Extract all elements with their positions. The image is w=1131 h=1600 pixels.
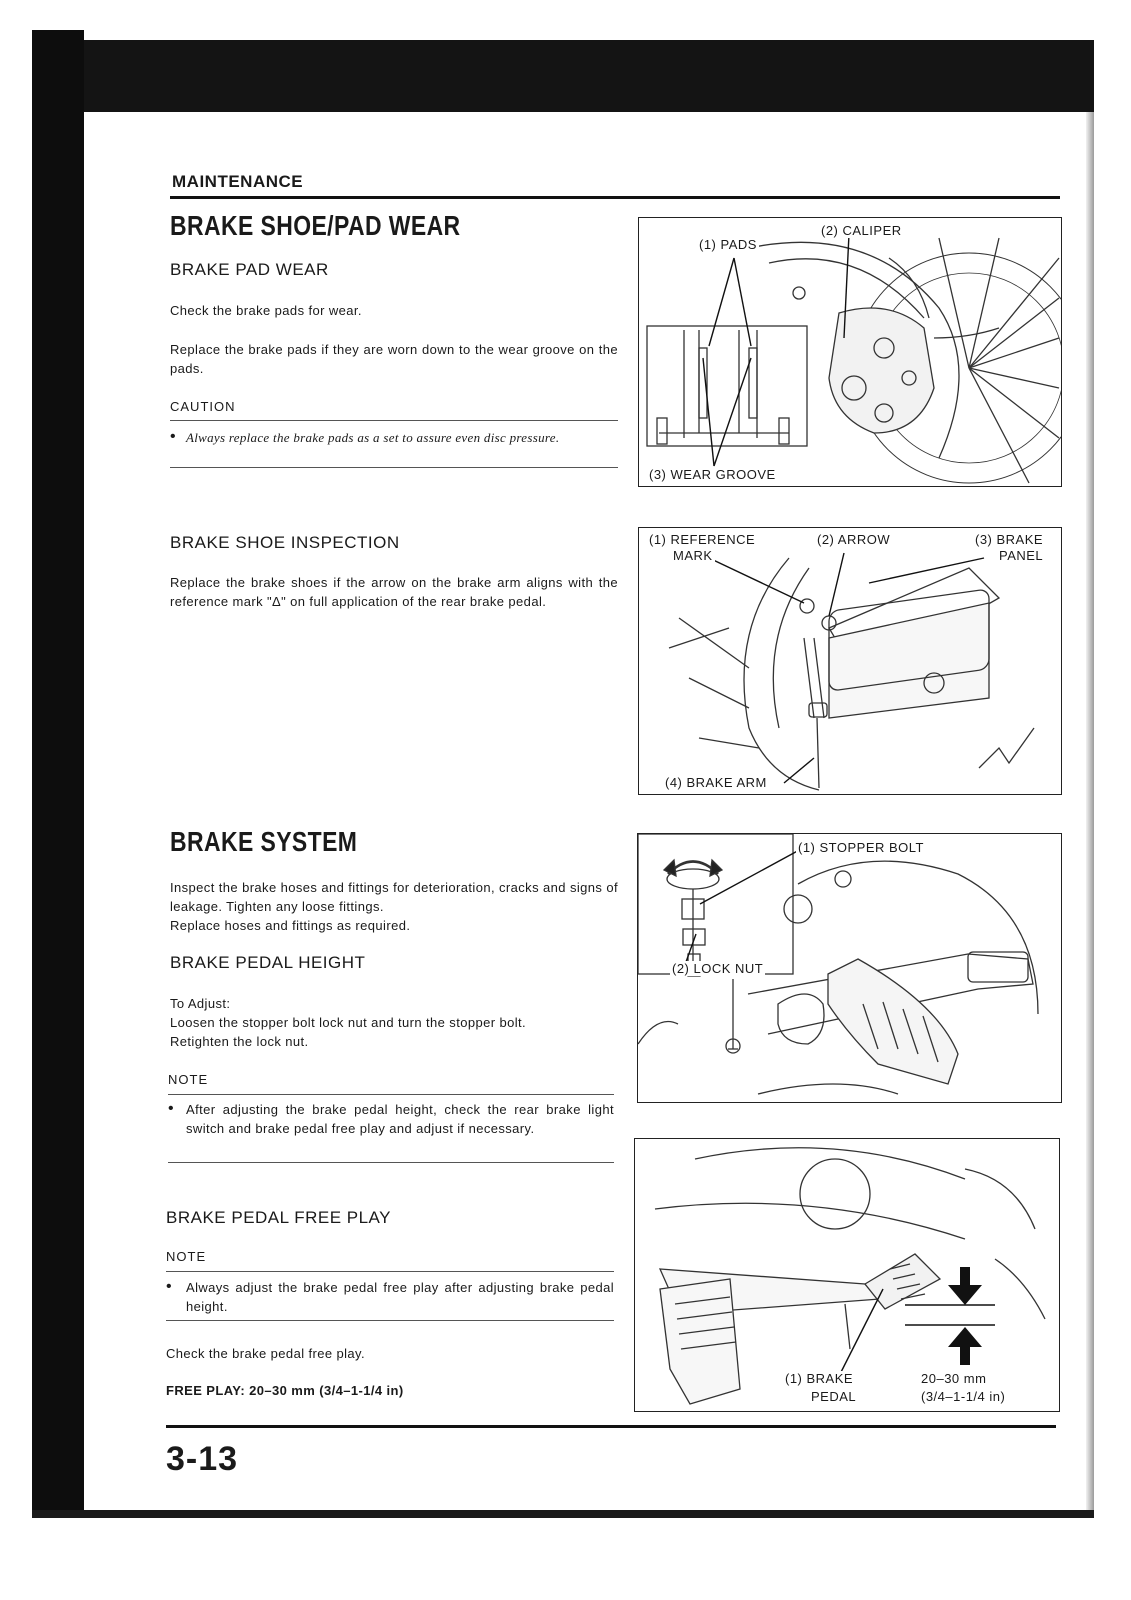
pedal-height-line3: Retighten the lock nut. (170, 1034, 309, 1049)
fig2-brake-panel-label-1: (3) BRAKE (975, 532, 1044, 547)
fig2-brake-panel-label-2: PANEL (999, 548, 1044, 563)
scan-border-bottom (32, 1510, 1094, 1518)
title-brake-shoe-pad-wear: BRAKE SHOE/PAD WEAR (170, 210, 461, 241)
shoe-inspection-text: Replace the brake shoes if the arrow on the brake arm aligns with the reference mark "Δ" on full application of the rear brake pedal. (170, 575, 618, 609)
fig4-range-mm-label: 20–30 mm (921, 1371, 987, 1386)
note-rule-top-height (168, 1094, 614, 1095)
header-rule (170, 196, 1060, 199)
free-play-check-text: Check the brake pedal free play. (166, 1346, 366, 1361)
scan-border-right (1086, 112, 1094, 1512)
scan-border-left (32, 30, 84, 1510)
caution-rule-bottom (170, 467, 618, 468)
page-number: 3-13 (166, 1440, 239, 1478)
figure-stopper-bolt (637, 833, 1062, 1103)
note-label-height: NOTE (168, 1072, 209, 1087)
footer-rule (166, 1425, 1056, 1428)
caution-block (170, 428, 618, 447)
scan-border-top (84, 40, 1094, 112)
figure-brake-arm (638, 527, 1062, 795)
pedal-height-line1: To Adjust: (170, 996, 231, 1011)
title-brake-system: BRAKE SYSTEM (170, 826, 358, 857)
note-block-free-play (166, 1278, 614, 1316)
fig2-brake-arm-label: (4) BRAKE ARM (665, 775, 767, 790)
pad-wear-check-text: Check the brake pads for wear. (170, 303, 362, 318)
note-text-height: After adjusting the brake pedal height, check the rear brake light switch and brake pedal free play and adjust if necessary. (186, 1102, 614, 1136)
heading-brake-pedal-height: BRAKE PEDAL HEIGHT (170, 953, 366, 972)
fig4-brake-pedal-label-2: PEDAL (811, 1389, 857, 1404)
figure-brake-pedal (634, 1138, 1060, 1412)
fig2-reference-label-2: MARK (673, 548, 713, 563)
brake-pads-drawing (639, 218, 1061, 486)
brake-system-inspect-text: Inspect the brake hoses and fittings for deterioration, cracks and signs of leakage. Tighten any loose fittings. (170, 880, 618, 914)
figure-brake-pads (638, 217, 1062, 487)
note-rule-top-free-play (166, 1271, 614, 1272)
note-label-free-play: NOTE (166, 1249, 207, 1264)
note-block-height (168, 1100, 614, 1138)
heading-brake-shoe-inspection: BRAKE SHOE INSPECTION (170, 533, 400, 552)
section-label: MAINTENANCE (172, 172, 304, 191)
fig3-lock-nut-label: (2) LOCK NUT (672, 961, 764, 976)
brake-system-replace-text: Replace hoses and fittings as required. (170, 918, 411, 933)
bullet: • (170, 428, 176, 445)
caution-text: Always replace the brake pads as a set to assure even disc pressure. (186, 430, 560, 445)
note-rule-bottom-free-play (166, 1320, 614, 1321)
free-play-spec: FREE PLAY: 20–30 mm (3/4–1-1/4 in) (166, 1383, 404, 1398)
note-rule-bottom-height (168, 1162, 614, 1163)
fig2-arrow-label: (2) ARROW (817, 532, 891, 547)
pad-wear-replace-text: Replace the brake pads if they are worn down to the wear groove on the pads. (170, 342, 618, 376)
brake-arm-drawing (639, 528, 1061, 794)
caution-label: CAUTION (170, 399, 236, 414)
fig1-wear-groove-label: (3) WEAR GROOVE (649, 467, 776, 482)
bullet: • (168, 1100, 174, 1117)
fig4-brake-pedal-label-1: (1) BRAKE (785, 1371, 854, 1386)
caution-rule-top (170, 420, 618, 421)
fig2-reference-label-1: (1) REFERENCE (649, 532, 756, 547)
pedal-height-line2: Loosen the stopper bolt lock nut and turn the stopper bolt. (170, 1015, 527, 1030)
heading-brake-pedal-free-play: BRAKE PEDAL FREE PLAY (166, 1208, 391, 1227)
fig3-stopper-bolt-label: (1) STOPPER BOLT (798, 840, 924, 855)
fig1-caliper-label: (2) CALIPER (821, 223, 902, 238)
heading-brake-pad-wear: BRAKE PAD WEAR (170, 260, 329, 279)
bullet: • (166, 1278, 172, 1295)
fig1-pads-label: (1) PADS (699, 237, 757, 252)
note-text-free-play: Always adjust the brake pedal free play after adjusting brake pedal height. (186, 1280, 614, 1314)
fig4-range-in-label: (3/4–1-1/4 in) (921, 1389, 1006, 1404)
